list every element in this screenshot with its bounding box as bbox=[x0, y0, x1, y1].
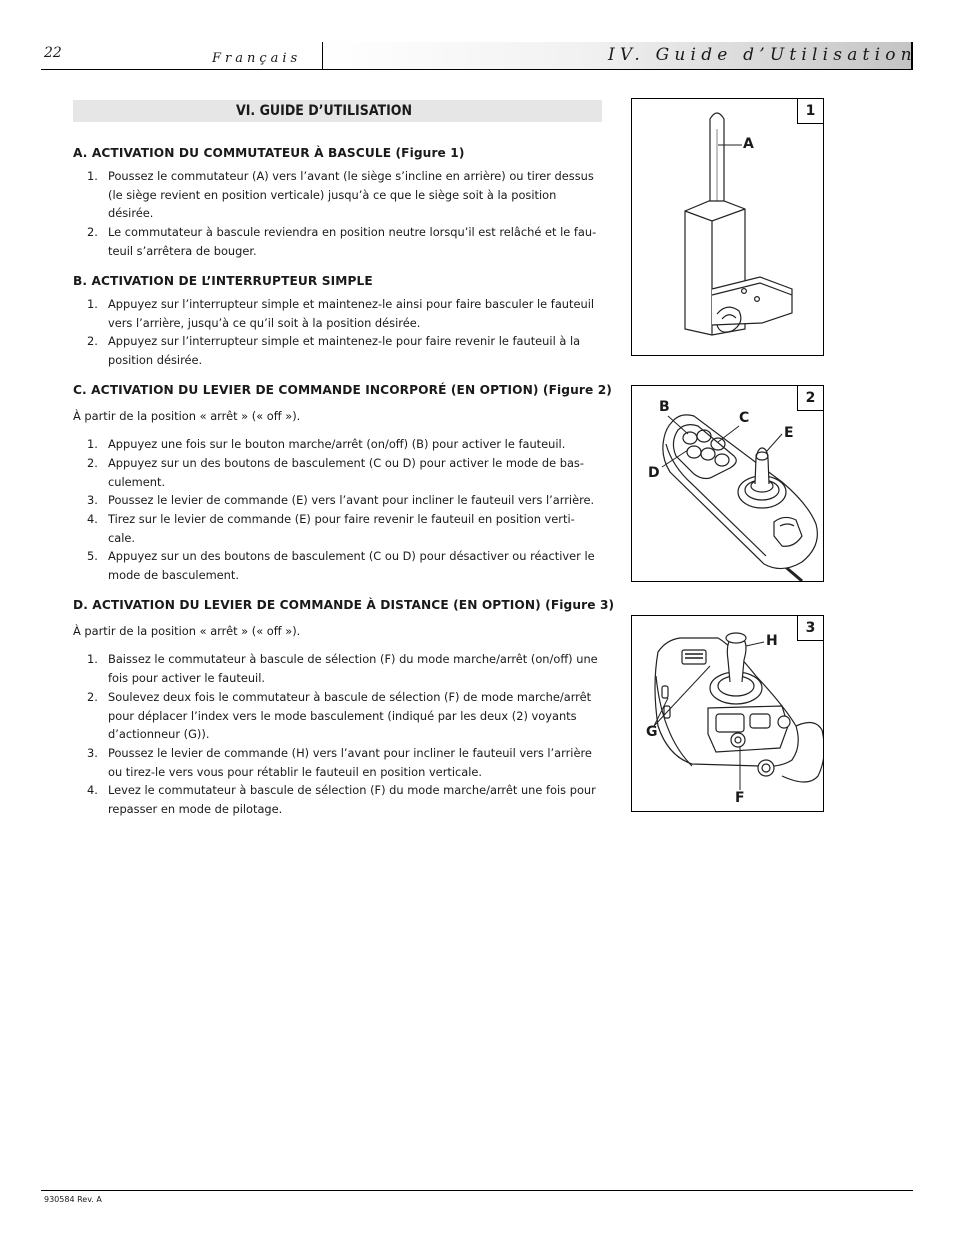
list-number: 3. bbox=[87, 493, 98, 507]
list-line: (le siège revient en position verticale) jusqu’à ce que le siège soit à la position bbox=[108, 187, 557, 202]
callout-a: A bbox=[743, 136, 754, 152]
list-line: d’actionneur (G)). bbox=[108, 727, 210, 741]
list-line: fois pour activer le fauteuil. bbox=[108, 670, 265, 685]
list-item bbox=[73, 295, 603, 333]
list-item bbox=[73, 491, 603, 510]
language-label: Français bbox=[212, 51, 302, 66]
list-line: Appuyez sur un des boutons de basculement (C ou D) pour désactiver ou réactiver le bbox=[108, 549, 595, 563]
list-line: Appuyez sur l’interrupteur simple et maintenez-le pour faire revenir le fauteuil à la bbox=[108, 334, 581, 348]
list-line: Soulevez deux fois le commutateur à bascule de sélection (F) de mode marche/arrêt bbox=[108, 690, 592, 704]
list-number: 2. bbox=[87, 690, 98, 704]
main-heading-text: VI. GUIDE D’UTILISATION bbox=[236, 103, 412, 119]
section-title: IV. Guide d’Utilisation bbox=[608, 45, 917, 65]
list-number: 1. bbox=[87, 297, 98, 311]
figure-1 bbox=[631, 98, 824, 356]
figure-2 bbox=[631, 385, 824, 582]
list-number: 5. bbox=[87, 549, 98, 563]
header-rule bbox=[41, 69, 913, 70]
document-code: 930584 Rev. A bbox=[44, 1195, 102, 1204]
list-item bbox=[73, 781, 603, 819]
list-line: mode de basculement. bbox=[108, 567, 239, 582]
list-line: pour déplacer l’index vers le mode basculement (indiqué par les deux (2) voyants bbox=[108, 708, 577, 723]
list-line: Appuyez sur l’interrupteur simple et maintenez-le ainsi pour faire basculer le fauteuil bbox=[108, 297, 595, 311]
list-line: repasser en mode de pilotage. bbox=[108, 801, 283, 816]
list-line: Appuyez une fois sur le bouton marche/arrêt (on/off) (B) pour activer le fauteuil. bbox=[108, 437, 566, 451]
list-line: vers l’arrière, jusqu’à ce qu’il soit à la position désirée. bbox=[108, 315, 421, 330]
figure-3-number: 3 bbox=[797, 616, 823, 641]
figure-3 bbox=[631, 615, 824, 812]
list-number: 4. bbox=[87, 783, 98, 797]
list-number: 1. bbox=[87, 437, 98, 451]
callout-g: G bbox=[646, 724, 658, 740]
main-heading bbox=[73, 100, 602, 122]
list-item bbox=[73, 688, 603, 744]
list-item bbox=[73, 167, 603, 223]
list-number: 3. bbox=[87, 746, 98, 760]
header-divider bbox=[322, 42, 323, 70]
list-item bbox=[73, 744, 603, 782]
list-line: culement. bbox=[108, 474, 166, 489]
list-number: 1. bbox=[87, 652, 98, 666]
list-number: 1. bbox=[87, 169, 98, 183]
figure-1-number: 1 bbox=[797, 99, 823, 124]
section-d-intro: À partir de la position « arrêt » (« off »). bbox=[73, 624, 301, 638]
list-item bbox=[73, 435, 603, 454]
footer-rule bbox=[41, 1190, 913, 1191]
list-line: cale. bbox=[108, 530, 136, 545]
list-number: 2. bbox=[87, 225, 98, 239]
list-line: Poussez le levier de commande (H) vers l’avant pour incliner le fauteuil vers l’arrière bbox=[108, 746, 592, 760]
section-a-title: A. ACTIVATION DU COMMUTATEUR À BASCULE (Figure 1) bbox=[73, 146, 465, 160]
tilt-switch-illustration bbox=[632, 99, 823, 355]
list-line: teuil s’arrêtera de bouger. bbox=[108, 243, 257, 258]
list-line: Baissez le commutateur à bascule de sélection (F) du mode marche/arrêt (on/off) une bbox=[108, 652, 598, 666]
callout-c: C bbox=[739, 410, 750, 426]
list-line: position désirée. bbox=[108, 352, 203, 367]
list-item bbox=[73, 510, 603, 548]
list-line: ou tirez-le vers vous pour rétablir le fauteuil en position verticale. bbox=[108, 764, 483, 779]
callout-d: D bbox=[648, 465, 660, 481]
list-number: 2. bbox=[87, 334, 98, 348]
list-number: 2. bbox=[87, 456, 98, 470]
callout-b: B bbox=[659, 399, 670, 415]
joystick-module-illustration bbox=[632, 386, 823, 581]
remote-joystick-illustration bbox=[632, 616, 823, 811]
section-c-intro: À partir de la position « arrêt » (« off »). bbox=[73, 409, 301, 423]
page-number: 22 bbox=[44, 45, 62, 61]
callout-h: H bbox=[766, 633, 778, 649]
list-number: 4. bbox=[87, 512, 98, 526]
list-item bbox=[73, 223, 603, 261]
list-item bbox=[73, 332, 603, 370]
section-c-title: C. ACTIVATION DU LEVIER DE COMMANDE INCORPORÉ (EN OPTION) (Figure 2) bbox=[73, 383, 612, 397]
section-b-title: B. ACTIVATION DE L’INTERRUPTEUR SIMPLE bbox=[73, 274, 373, 288]
list-line: désirée. bbox=[108, 206, 154, 220]
list-line: Tirez sur le levier de commande (E) pour faire revenir le fauteuil en position verti- bbox=[108, 512, 575, 526]
callout-f: F bbox=[735, 790, 745, 806]
list-line: Levez le commutateur à bascule de sélection (F) du mode marche/arrêt une fois pour bbox=[108, 783, 596, 797]
list-item bbox=[73, 547, 603, 585]
list-line: Poussez le commutateur (A) vers l’avant (le siège s’incline en arrière) ou tirer dessus bbox=[108, 169, 594, 183]
list-line: Poussez le levier de commande (E) vers l’avant pour incliner le fauteuil vers l’arrière. bbox=[108, 493, 595, 507]
list-line: Le commutateur à bascule reviendra en position neutre lorsqu’il est relâché et le fau- bbox=[108, 225, 597, 239]
list-item bbox=[73, 650, 603, 688]
section-d-title: D. ACTIVATION DU LEVIER DE COMMANDE À DISTANCE (EN OPTION) (Figure 3) bbox=[73, 598, 615, 612]
list-item bbox=[73, 454, 603, 492]
list-line: Appuyez sur un des boutons de basculement (C ou D) pour activer le mode de bas- bbox=[108, 456, 584, 470]
callout-e: E bbox=[784, 425, 794, 441]
figure-2-number: 2 bbox=[797, 386, 823, 411]
